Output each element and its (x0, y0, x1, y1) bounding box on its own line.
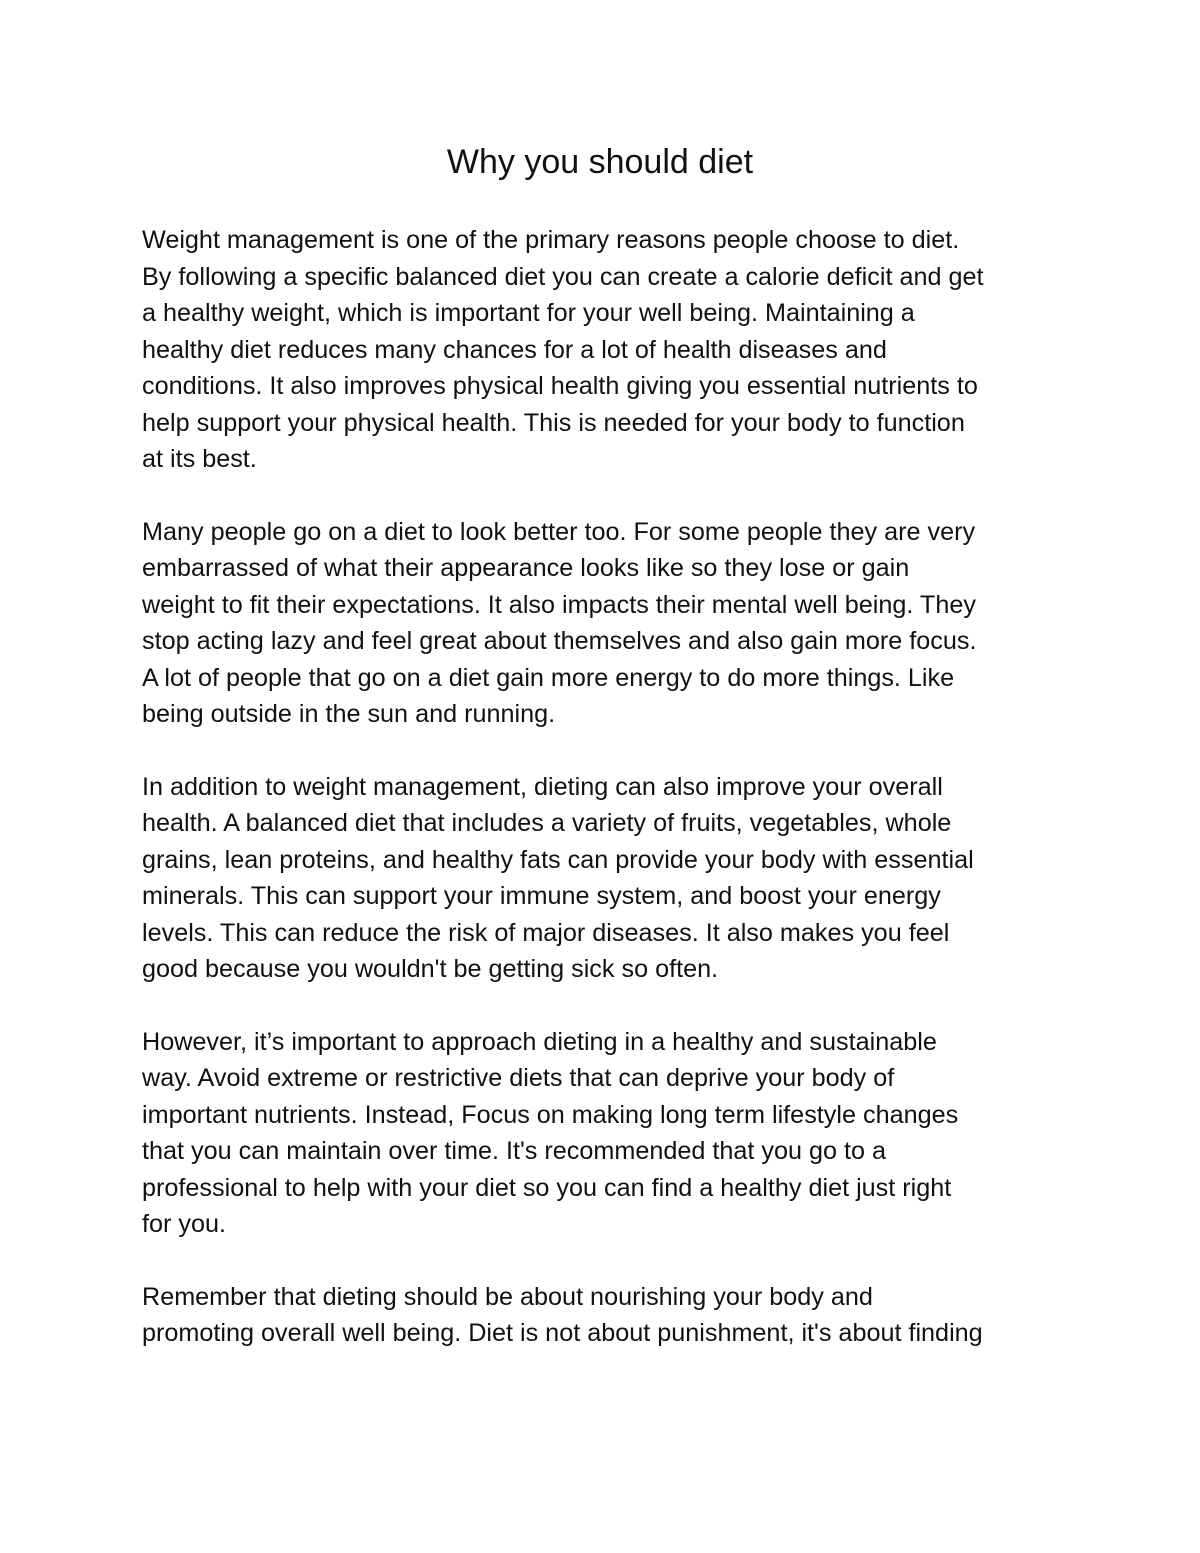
text-line: grains, lean proteins, and healthy fats can provide your body with essential (142, 845, 974, 874)
document-body (142, 222, 1072, 1388)
text-line: In addition to weight management, dieting can also improve your overall (142, 772, 943, 801)
text-line: promoting overall well being. Diet is not about punishment, it's about finding (142, 1319, 983, 1347)
text-line: healthy diet reduces many chances for a lot of health diseases and (142, 335, 887, 364)
paragraph-healthy-approach (142, 1024, 1072, 1243)
text-line: good because you wouldn't be getting sick so often. (142, 955, 719, 983)
text-line: way. Avoid extreme or restrictive diets that can deprive your body of (142, 1064, 895, 1092)
text-line: at its best. (142, 445, 257, 473)
text-line: Weight management is one of the primary reasons people choose to diet. (142, 226, 960, 254)
text-line: minerals. This can support your immune system, and boost your energy (142, 882, 941, 910)
paragraph-overall-health (142, 769, 1072, 988)
text-line: However, it’s important to approach dieting in a healthy and sustainable (142, 1027, 937, 1056)
text-line: a healthy weight, which is important for your well being. Maintaining a (142, 299, 915, 327)
text-line: Many people go on a diet to look better too. For some people they are very (142, 517, 976, 546)
paragraph-appearance (142, 514, 1072, 733)
text-line: help support your physical health. This is needed for your body to function (142, 408, 965, 437)
text-line: weight to fit their expectations. It also impacts their mental well being. They (142, 590, 976, 619)
text-line: stop acting lazy and feel great about themselves and also gain more focus. (142, 627, 977, 655)
text-line: embarrassed of what their appearance looks like so they lose or gain (142, 554, 910, 582)
document-title: Why you should diet (446, 143, 754, 181)
text-line: By following a specific balanced diet you can create a calorie deficit and get (142, 262, 984, 291)
paragraph-remember (142, 1279, 1072, 1352)
text-line: for you. (142, 1210, 226, 1238)
text-line: important nutrients. Instead, Focus on making long term lifestyle changes (142, 1100, 959, 1129)
text-line: being outside in the sun and running. (142, 700, 556, 728)
text-line: A lot of people that go on a diet gain more energy to do more things. Like (142, 663, 955, 692)
text-line: conditions. It also improves physical health giving you essential nutrients to (142, 372, 978, 400)
text-line: professional to help with your diet so you can find a healthy diet just right (142, 1173, 952, 1202)
paragraph-weight-management (142, 222, 1072, 478)
text-line: levels. This can reduce the risk of major diseases. It also makes you feel (142, 918, 950, 947)
text-line: that you can maintain over time. It's recommended that you go to a (142, 1137, 887, 1165)
text-line: Remember that dieting should be about nourishing your body and (142, 1282, 873, 1311)
text-line: health. A balanced diet that includes a variety of fruits, vegetables, whole (142, 809, 952, 837)
